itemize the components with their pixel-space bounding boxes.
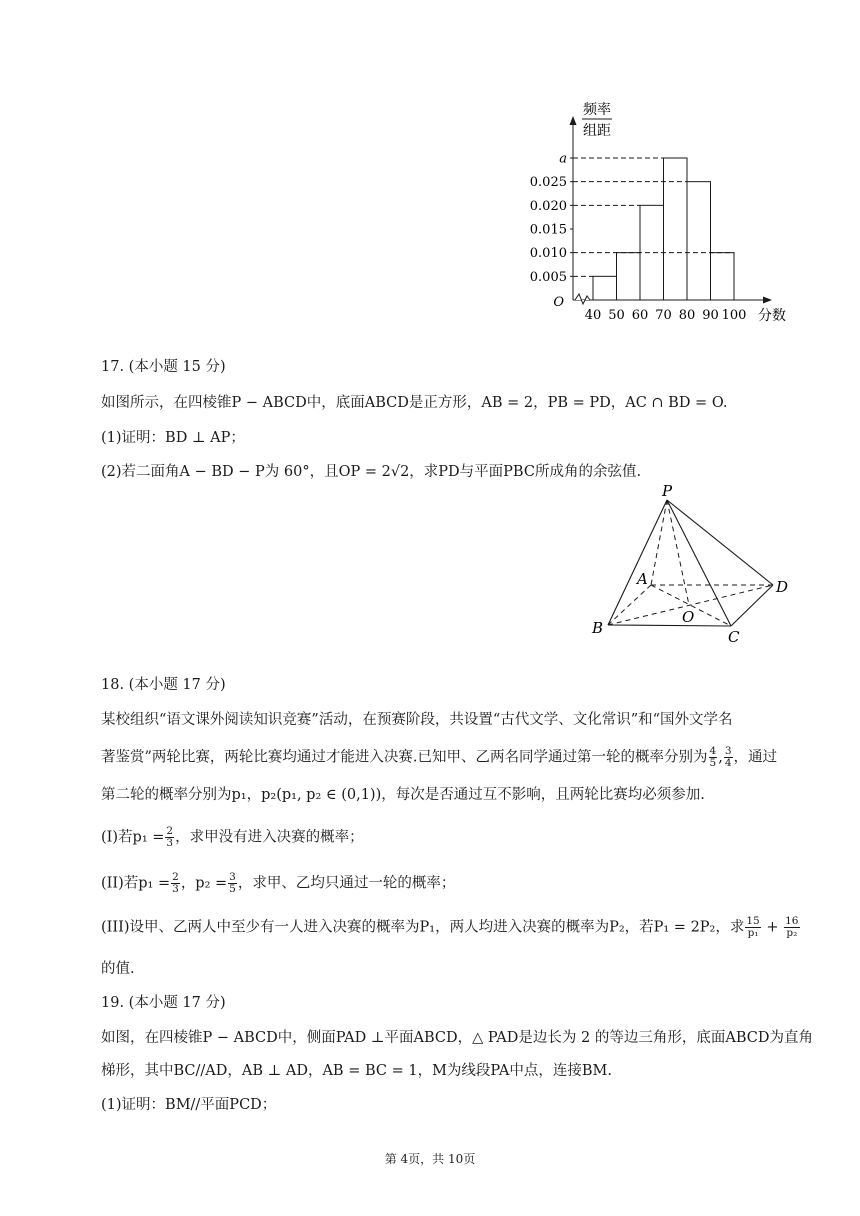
q18-line2: 著鉴赏”两轮比赛，两轮比赛均通过才能进入决赛.已知甲、乙两名同学通过第一轮的概率分别为 $\frac{4}{5}$ , $\frac{3}{4}$ ，通过 bbox=[101, 745, 778, 769]
histogram-x-tick: 40 bbox=[584, 308, 602, 323]
q19-part1: (1)证明：BM//平面PCD； bbox=[101, 1097, 277, 1113]
histogram-x-tick: 60 bbox=[631, 308, 649, 323]
histogram-y-ticks bbox=[530, 152, 573, 285]
q19-line1: 如图，在四棱锥P − ABCD中，侧面PAD ⊥平面ABCD，△ PAD是边长为 2 的等边三角形，底面ABCD为直角 bbox=[101, 1030, 813, 1046]
histogram-x-tick: 70 bbox=[655, 308, 672, 323]
histogram-x-tick: 80 bbox=[678, 308, 696, 323]
q17-heading: 17. (本小题 15 分) bbox=[101, 359, 226, 375]
fraction-2-3: $\frac{2}{3}$ bbox=[166, 825, 174, 849]
q17-stem: 如图所示，在四棱锥P − ABCD中，底面ABCD是正方形，AB = 2，PB = PD，AC ∩ BD = O. bbox=[101, 395, 728, 411]
q17-part1: (1)证明：BD ⊥ AP； bbox=[101, 430, 245, 446]
q18-part1: (I)若p₁ = $\frac{2}{3}$ ，求甲没有进入决赛的概率； bbox=[101, 825, 364, 849]
fraction-2-3-b: $\frac{2}{3}$ bbox=[172, 871, 179, 895]
vertex-label-c: C bbox=[728, 628, 740, 646]
histogram-ylabel-bottom: 组距 bbox=[583, 123, 611, 139]
fraction-3-5: $\frac{3}{5}$ bbox=[229, 871, 236, 895]
histogram-x-tick: 90 bbox=[702, 308, 719, 323]
histogram-x-tick: 100 bbox=[721, 308, 747, 323]
q18-heading: 18. (本小题 17 分) bbox=[101, 677, 226, 693]
fraction-15-p1: $\frac{15}{\text{p₁}}$ bbox=[746, 915, 760, 939]
q19-heading: 19. (本小题 17 分) bbox=[101, 995, 226, 1011]
fraction-4-5: $\frac{4}{5}$ bbox=[709, 745, 717, 769]
vertex-label-o: O bbox=[682, 608, 695, 626]
page-footer: 第 4页，共 10页 bbox=[384, 1152, 476, 1166]
q18-line3: 第二轮的概率分别为p₁，p₂(p₁, p₂ ∈ (0,1))，每次是否通过互不影响，且两轮比赛均必须参加. bbox=[101, 787, 705, 803]
q17-part2: (2)若二面角A − BD − P为 60°，且OP = 2√2，求PD与平面PBC所成角的余弦值. bbox=[101, 464, 642, 480]
histogram-y-tick: 0.025 bbox=[529, 175, 567, 191]
histogram-y-tick: 0.010 bbox=[529, 246, 567, 262]
q18-part2: (II)若p₁ = $\frac{2}{3}$ ，p₂ = $\frac{3}{5}$ ，求甲、乙均只通过一轮的概率； bbox=[101, 871, 456, 895]
histogram-y-tick: 0.020 bbox=[529, 198, 567, 214]
histogram-y-tick: 0.015 bbox=[529, 222, 567, 238]
q18-part3: (III)设甲、乙两人中至少有一人进入决赛的概率为P₁，两人均进入决赛的概率为P₂，若P₁ = 2P₂，求 $\frac{15}{\text{p₁}}$ + $\frac{16}{\text{p₂}}$ bbox=[101, 915, 799, 939]
histogram-bar bbox=[617, 253, 641, 300]
histogram-bars bbox=[593, 158, 734, 300]
histogram-y-tick: 0.005 bbox=[529, 269, 567, 285]
histogram-bar bbox=[593, 276, 617, 300]
vertex-label-b: B bbox=[592, 619, 604, 637]
histogram-bar bbox=[711, 253, 735, 300]
pyramid-figure bbox=[588, 478, 798, 648]
fraction-16-p2: $\frac{16}{\text{p₂}}$ bbox=[785, 915, 799, 939]
histogram-x-tick: 50 bbox=[608, 308, 625, 323]
histogram-bar bbox=[687, 182, 711, 300]
frequency-histogram bbox=[520, 92, 800, 332]
histogram-bar bbox=[640, 205, 664, 300]
histogram-bar bbox=[664, 158, 688, 300]
histogram-x-ticks bbox=[585, 308, 747, 323]
q18-line1: 某校组织“语文课外阅读知识竞赛”活动，在预赛阶段，共设置“古代文学、文化常识”和“国外文学名 bbox=[101, 712, 733, 728]
histogram-ylabel-top: 频率 bbox=[583, 102, 611, 118]
histogram-y-tick: a bbox=[559, 151, 567, 167]
histogram-origin: O bbox=[553, 295, 564, 310]
vertex-label-a: A bbox=[637, 570, 648, 588]
vertex-label-p: P bbox=[662, 482, 673, 500]
q18-part3-end: 的值. bbox=[101, 961, 135, 977]
vertex-label-d: D bbox=[776, 578, 789, 596]
q19-line2: 梯形，其中BC//AD，AB ⊥ AD，AB = BC = 1，M为线段PA中点，连接BM. bbox=[101, 1063, 612, 1079]
histogram-xlabel: 分数 bbox=[758, 308, 786, 324]
fraction-3-4: $\frac{3}{4}$ bbox=[724, 745, 732, 769]
